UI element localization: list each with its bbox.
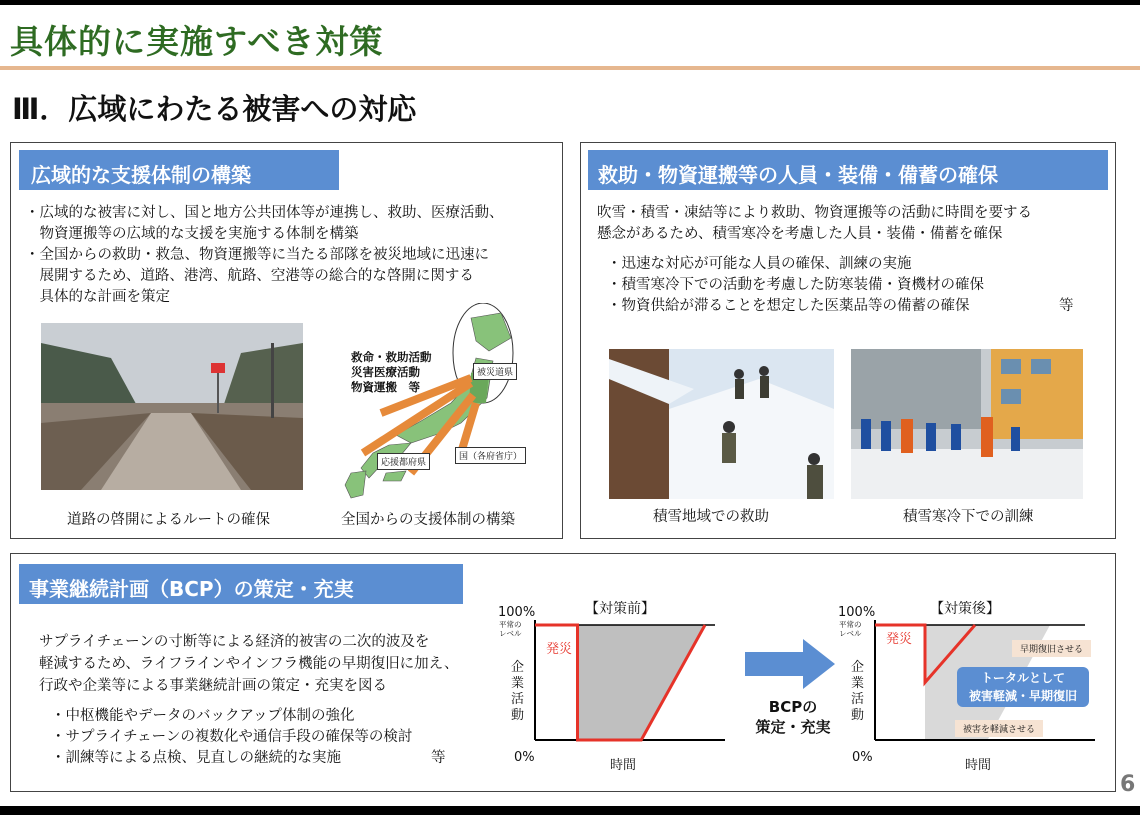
before-y-top-label: 100% — [498, 605, 536, 620]
panel-heading: 事業継続計画（BCP）の策定・充実 — [19, 564, 463, 604]
map-label-support-prefectures: 応援都府県 — [377, 453, 430, 470]
line: 軽減するため、ライフラインやインフラ機能の早期復旧に加え、 — [39, 656, 459, 672]
bcp-label-line2: 策定・充実 — [755, 718, 831, 736]
bcp-arrow-icon — [745, 639, 840, 689]
bullet: ・積雪寒冷下での活動を考慮した防寒装備・資機材の確保 — [607, 277, 984, 293]
page-number: 6 — [1120, 772, 1136, 797]
line: 行政や企業等による事業継続計画の策定・充実を図る — [39, 678, 387, 694]
bullet: ・訓練等による点検、見直しの継続的な実施 — [51, 750, 341, 766]
japan-support-map — [311, 303, 551, 503]
etc-label: 等 — [431, 750, 446, 766]
total-effect-badge — [957, 667, 1089, 707]
map-activity: 災害医療活動 — [351, 365, 420, 379]
panel-personnel-equipment — [580, 142, 1116, 539]
after-y-top-label: 100% — [838, 605, 876, 620]
bullet: ・中枢機能やデータのバックアップ体制の強化 — [51, 708, 355, 724]
bullet: ・物資供給が滞ることを想定した医薬品等の備蓄の確保 — [607, 298, 970, 314]
page-title: 具体的に実施すべき対策 — [10, 22, 384, 61]
line: ・全国からの救助・救急、物資運搬等に当たる部隊を被災地域に迅速に — [25, 247, 489, 263]
loss-area — [578, 625, 706, 740]
map-caption: 全国からの支援体制の構築 — [341, 512, 515, 528]
after-event-label: 発災 — [886, 632, 913, 647]
after-ylabel: 企業活動 — [851, 660, 865, 723]
total-effect-line1: トータルとして — [980, 671, 1065, 685]
before-chart-svg — [530, 620, 730, 750]
after-y-top-sublabel: 平常の レベル — [839, 620, 862, 638]
panel-heading: 救助・物資運搬等の人員・装備・備蓄の確保 — [588, 150, 1108, 190]
bullet: ・迅速な対応が可能な人員の確保、訓練の実施 — [607, 256, 912, 272]
bcp-label-line1: BCPの — [768, 698, 818, 716]
line: サプライチェーンの寸断等による経済的被害の二次的波及を — [39, 634, 430, 650]
cold-training-photo — [851, 349, 1083, 499]
map-activity: 救命・救助活動 — [351, 350, 432, 364]
after-y-bottom-label: 0% — [852, 750, 873, 765]
after-annotation-bottom: 被害を軽減させる — [955, 720, 1043, 737]
map-activity: 物資運搬 等 — [351, 380, 420, 394]
top-bar — [0, 0, 1140, 5]
photo-caption: 道路の啓開によるルートの確保 — [67, 512, 270, 528]
line: 具体的な計画を策定 — [25, 289, 170, 305]
line: 展開するため、道路、港湾、航路、空港等の総合的な啓開に関する — [25, 268, 474, 284]
after-chart-title: 【対策後】 — [930, 601, 1000, 617]
snow-rescue-photo — [609, 349, 834, 499]
map-label-government: 国（各府省庁） — [455, 447, 526, 464]
road-clearance-photo — [41, 323, 303, 490]
after-xlabel: 時間 — [965, 758, 992, 773]
section-heading: Ⅲ．広域にわたる被害への対応 — [12, 92, 417, 126]
intro-line: 懸念があるため、積雪寒冷を考慮した人員・装備・備蓄を確保 — [597, 226, 1003, 242]
before-y-bottom-label: 0% — [514, 750, 535, 765]
before-event-label: 発災 — [546, 642, 573, 657]
line: 物資運搬等の広域的な支援を実施する体制を構築 — [25, 226, 359, 242]
total-effect-line2: 被害軽減・早期復旧 — [968, 689, 1077, 703]
before-ylabel: 企業活動 — [511, 660, 525, 723]
bottom-bar — [0, 806, 1140, 815]
panel-heading: 広域的な支援体制の構築 — [19, 150, 339, 190]
etc-label: 等 — [1059, 298, 1074, 314]
bullet: ・サプライチェーンの複数化や通信手段の確保等の検討 — [51, 729, 413, 745]
intro-line: 吹雪・積雪・凍結等により救助、物資運搬等の活動に時間を要する — [597, 205, 1032, 221]
cold-training-caption: 積雪寒冷下での訓練 — [903, 509, 1034, 525]
before-xlabel: 時間 — [610, 758, 637, 773]
map-label-disaster-prefectures: 被災道県 — [473, 363, 517, 380]
after-annotation-top: 早期復旧させる — [1012, 640, 1091, 657]
bcp-arrow-label — [748, 697, 838, 737]
snow-rescue-caption: 積雪地域での救助 — [653, 509, 769, 525]
title-divider — [0, 66, 1140, 70]
before-y-top-sublabel: 平常の レベル — [499, 620, 522, 638]
line: ・広域的な被害に対し、国と地方公共団体等が連携し、救助、医療活動、 — [25, 205, 504, 221]
map-activities — [351, 350, 432, 395]
before-chart-title: 【対策前】 — [585, 601, 655, 617]
panel-wide-area-support — [10, 142, 563, 539]
